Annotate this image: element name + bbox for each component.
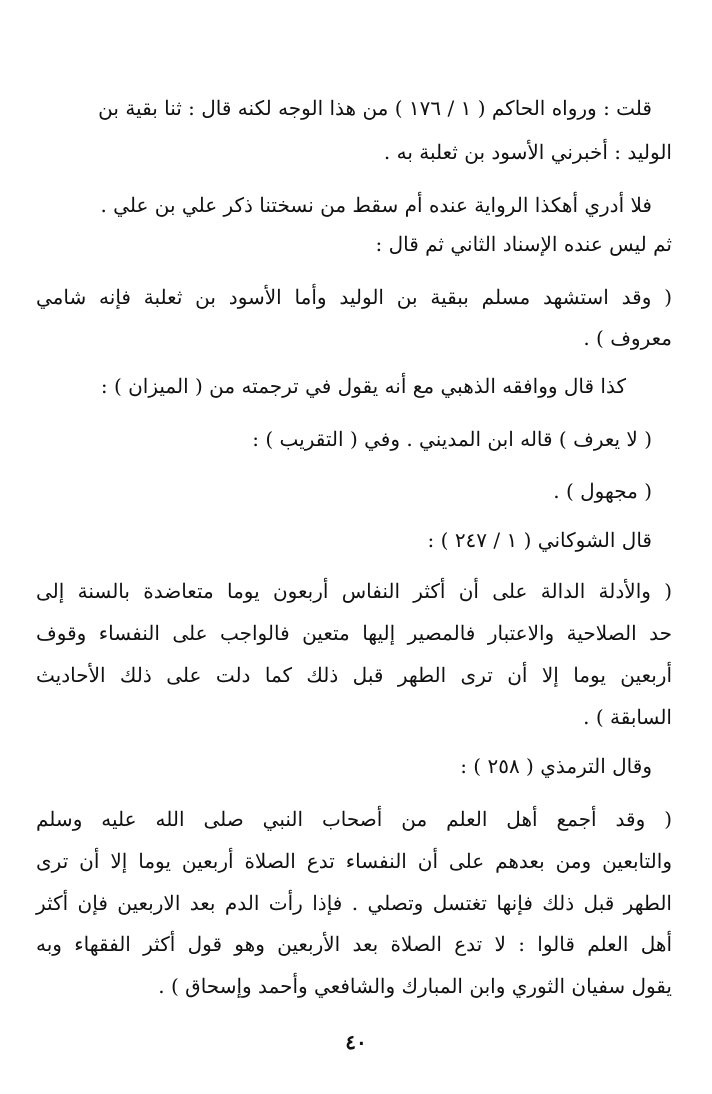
text-line: فلا أدري أهكذا الرواية عنده أم سقط من نسختنا ذكر علي بن علي .: [100, 193, 652, 217]
text-line: ( مجهول ) .: [553, 479, 652, 503]
text-line: يقول سفيان الثوري وابن المبارك والشافعي وأحمد وإسحاق ) .: [158, 974, 672, 998]
text-line: ( والأدلة الدالة على أن أكثر النفاس أربعون يوما متعاضدة بالسنة إلى: [36, 579, 672, 603]
text-line: ( لا يعرف ) قاله ابن المديني . وفي ( التقريب ) :: [252, 427, 652, 451]
text-line: الوليد : أخبرني الأسود بن ثعلبة به .: [383, 140, 672, 164]
text-line: كذا قال ووافقه الذهبي مع أنه يقول في ترجمته من ( الميزان ) :: [100, 374, 626, 398]
text-line: وقال الترمذي ( ٢٥٨ ) :: [460, 754, 652, 778]
text-line: قال الشوكاني ( ١ / ٢٤٧ ) :: [427, 528, 652, 552]
text-line: ( وقد استشهد مسلم ببقية بن الوليد وأما الأسود بن ثعلبة فإنه شامي: [36, 285, 672, 309]
text-line: قلت : ورواه الحاكم ( ١ / ١٧٦ ) من هذا الوجه لكنه قال : ثنا بقية بن: [98, 96, 652, 120]
text-line: والتابعين ومن بعدهم على أن النفساء تدع الصلاة أربعين يوما إلا أن ترى: [36, 849, 672, 873]
text-line: الطهر قبل ذلك فإنها تغتسل وتصلي . فإذا رأت الدم بعد الاربعين فإن أكثر: [36, 891, 672, 915]
text-line: معروف ) .: [583, 326, 672, 350]
text-line: أربعين يوما إلا أن ترى الطهر قبل ذلك كما دلت على ذلك الأحاديث: [36, 663, 672, 687]
text-line: ( وقد أجمع أهل العلم من أصحاب النبي صلى الله عليه وسلم: [36, 807, 672, 831]
page-number: ٤٠: [345, 1030, 367, 1054]
text-line: ثم ليس عنده الإسناد الثاني ثم قال :: [375, 232, 672, 256]
text-line: السابقة ) .: [583, 705, 672, 729]
text-line: أهل العلم قالوا : لا تدع الصلاة بعد الأربعين وهو قول أكثر الفقهاء وبه: [36, 932, 672, 956]
text-line: حد الصلاحية والاعتبار فالمصير إليها متعين فالواجب على النفساء وقوف: [36, 621, 672, 645]
